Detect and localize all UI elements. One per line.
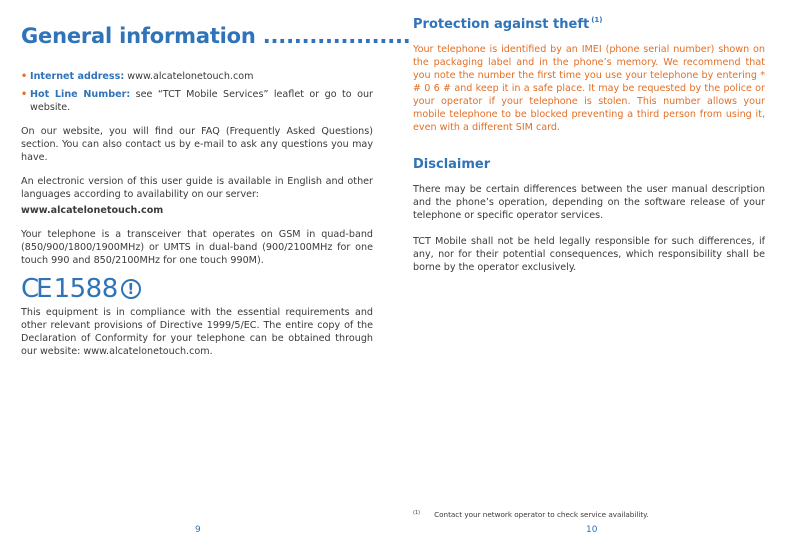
protection-heading (413, 16, 602, 32)
footnote-text: Contact your network operator to check service availability. (434, 510, 649, 519)
server-url: www.alcatelonetouch.com (21, 205, 164, 216)
bullet-label: Hot Line Number: (30, 89, 131, 100)
footnote (413, 510, 649, 519)
footnote-ref: (1) (591, 16, 603, 24)
disclaimer-heading: Disclaimer (413, 157, 491, 172)
footnote-mark: (1) (413, 510, 421, 516)
bullet-text: see “TCT Mobile Services” leaflet or go to our website. (30, 89, 373, 113)
protection-paragraph: Your telephone is identified by an IMEI (phone serial number) shown on the packaging label and in the phone’s memory. We recommend that you note the number the first time you use your telephone by entering * # 0 6 # and keep it in a safe place. It may be requested by the police or your operator if your telephone is stolen. This number allows your mobile telephone to be blocked preventing a third person from using it, even with a different SIM card. (413, 44, 765, 133)
compliance-paragraph: This equipment is in compliance with the essential requirements and other relevant provisions of Directive 1999/5/EC. The entire copy of the Declaration of Conformity for your telephone can be obtained through our website: www.alcatelonetouch.com. (21, 307, 373, 357)
disclaimer-paragraph-2: TCT Mobile shall not be held legally responsible for such differences, if any, nor for their potential consequences, which responsibility shall be borne by the operator exclusively. (413, 236, 765, 273)
ce-logo: CE (21, 274, 50, 304)
ce-notified-body-number: 1588 (53, 274, 118, 304)
page-number-left: 9 (195, 525, 201, 535)
electronic-version-paragraph: An electronic version of this user guide is available in English and other languages according to availability on our server: (21, 176, 373, 200)
ce-mark (21, 276, 141, 302)
bullet-dot: • (21, 89, 28, 100)
page-title: General information ................... (21, 24, 411, 48)
faq-paragraph: On our website, you will find our FAQ (Frequently Asked Questions) section. You can also contact us by e-mail to ask any questions you may have. (21, 126, 373, 163)
page-number-right: 10 (586, 525, 598, 535)
bullet-hot-line (21, 88, 373, 114)
bullet-internet-address (21, 70, 373, 83)
bullet-label: Internet address: (30, 71, 125, 82)
protection-heading-text: Protection against theft (413, 17, 590, 32)
transceiver-paragraph: Your telephone is a transceiver that operates on GSM in quad-band (850/900/1800/1900MHz) or UMTS in dual-band (900/2100MHz for one touch 990 and 850/2100MHz for one touch 990M). (21, 229, 373, 266)
disclaimer-paragraph-1: There may be certain differences between the user manual description and the phone’s operation, depending on the software release of your telephone or specific operator services. (413, 184, 765, 221)
bullet-text: www.alcatelonetouch.com (124, 71, 254, 82)
alert-icon: ! (121, 279, 141, 299)
bullet-dot: • (21, 71, 28, 82)
